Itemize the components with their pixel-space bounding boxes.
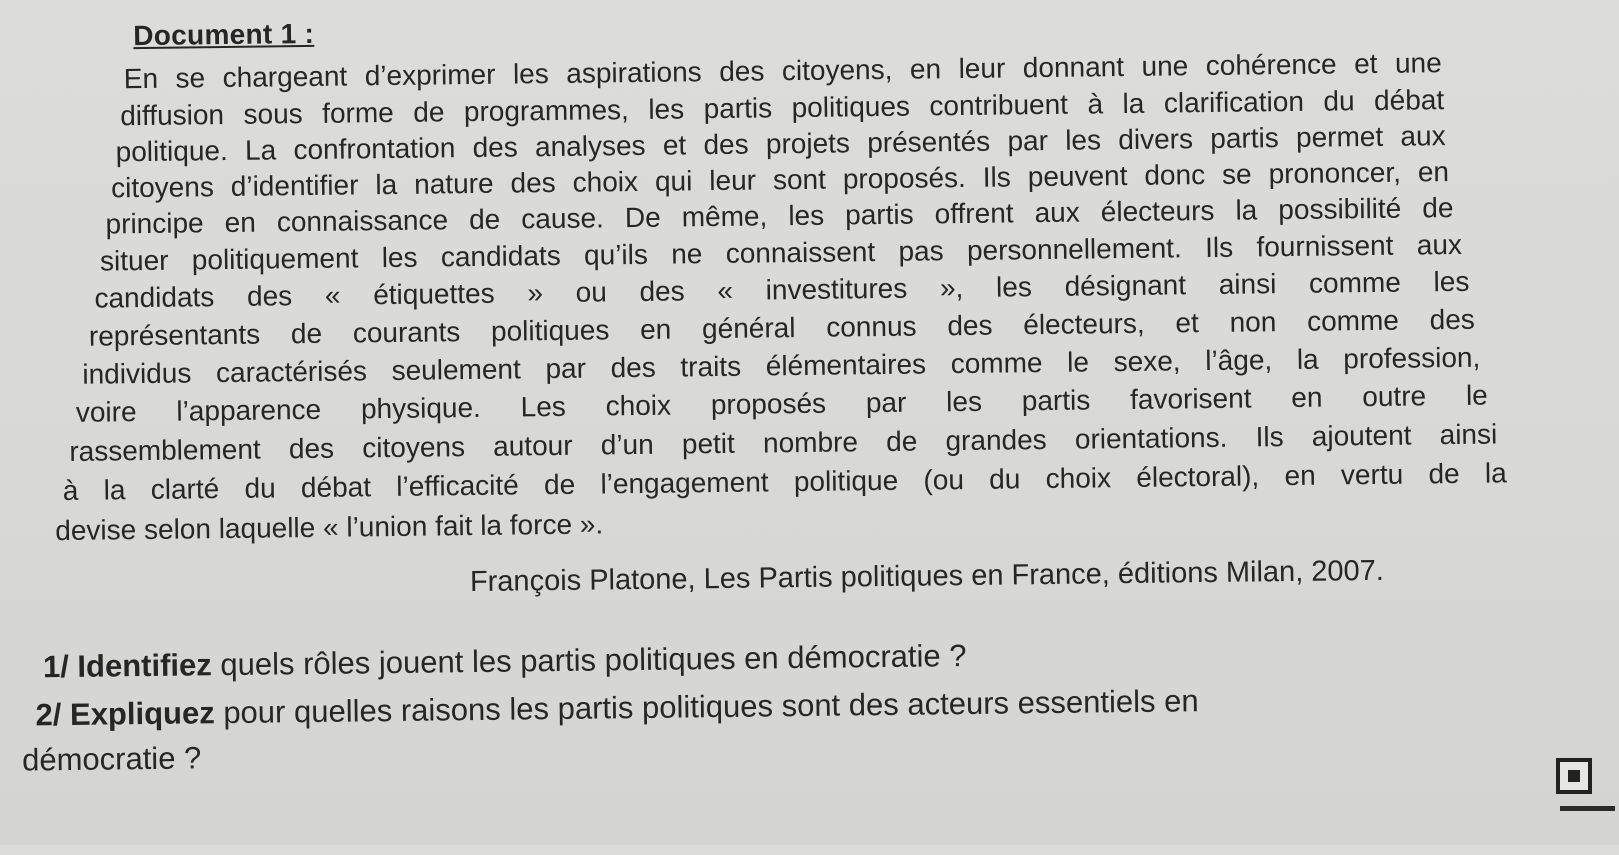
question-1-verb: 1/ Identifiez [42, 647, 212, 685]
paragraph-line: citoyens d’identifier la nature des choix qui leur sont proposés. Ils peuvent donc se prononcer, en [110, 156, 1450, 204]
question-1 [43, 638, 967, 685]
paragraph-line: à la clarté du débat l’efficacité de l’engagement politique (ou du choix électoral), en vertu de la [62, 457, 1507, 507]
question-2-verb: 2/ Expliquez [35, 695, 215, 733]
document-title: Document 1 : [133, 17, 315, 52]
qr-code-icon [1556, 758, 1592, 794]
paragraph-line: individus caractérisés seulement par des traits élémentaires comme le sexe, l’âge, la profession, [82, 341, 1481, 390]
paragraph-line: politique. La confrontation des analyses et des projets présentés par les divers partis permet aux [115, 120, 1446, 168]
question-2 [35, 683, 1198, 733]
question-2-continuation [22, 740, 202, 778]
paragraph-line: principe en connaissance de cause. De même, les partis offrent aux électeurs la possibilité de [105, 192, 1454, 240]
paragraph-line: rassemblement des citoyens autour d’un petit nombre de grandes orientations. Ils ajoutent ainsi [69, 418, 1498, 467]
paragraph-line: En se chargeant d’exprimer les aspirations des citoyens, en leur donnant une cohérence et une [123, 47, 1442, 95]
question-2-text: pour quelles raisons les partis politiques sont des acteurs essentiels en [214, 683, 1199, 731]
paragraph-line: voire l’apparence physique. Les choix proposés par les partis favorisent en outre le [75, 379, 1488, 428]
question-2-text-end: démocratie ? [21, 740, 202, 778]
question-1-text: quels rôles jouent les partis politiques en démocratie ? [211, 637, 967, 683]
paragraph-line: représentants de courants politiques en général connus des électeurs, et non comme des [88, 303, 1476, 352]
paragraph-line: situer politiquement les candidats qu’ils ne connaissent pas personnellement. Ils fournissent aux [99, 228, 1463, 277]
paragraph-line: candidats des « étiquettes » ou des « investitures », les désignant ainsi comme les [94, 265, 1470, 314]
paragraph-line: devise selon laquelle « l’union fait la force ». [55, 508, 604, 547]
source-citation: François Platone, Les Partis politiques en France, éditions Milan, 2007. [469, 554, 1385, 599]
qr-code-fragment-icon [1560, 806, 1615, 831]
paragraph-line: diffusion sous forme de programmes, les partis politiques contribuent à la clarification du débat [120, 84, 1445, 132]
